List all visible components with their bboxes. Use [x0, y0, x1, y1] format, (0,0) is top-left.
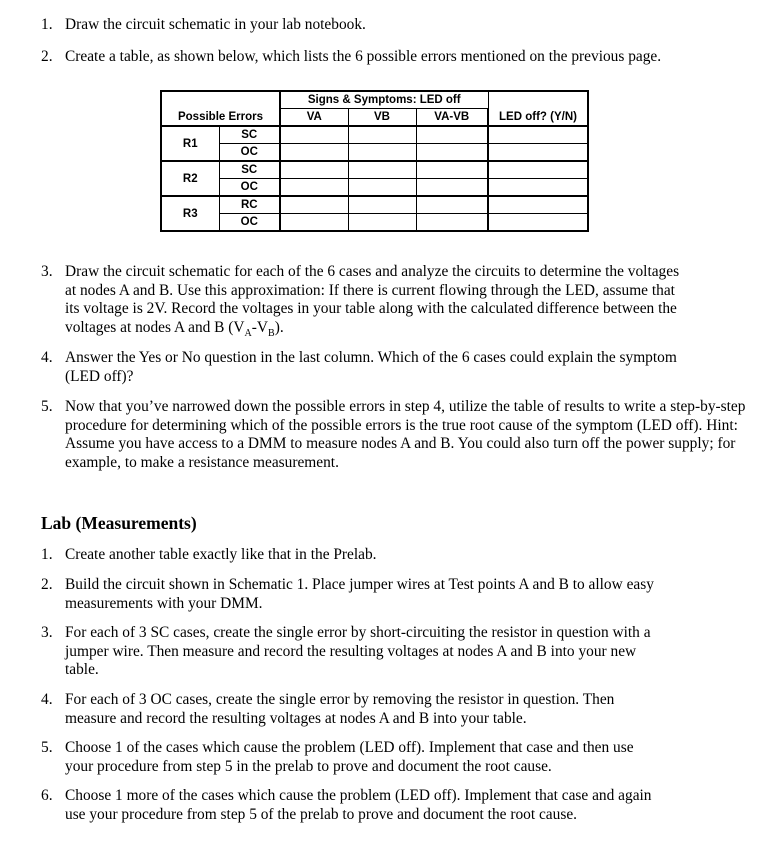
table-row: [161, 196, 588, 214]
vb-cell: [348, 126, 416, 144]
table-row: [161, 126, 588, 144]
lab-step-5: 5. Choose 1 of the cases which cause the problem (LED off). Implement that case and then use your procedure from step 5 in the prelab to prove and document the root cause.: [41, 739, 661, 776]
va-cell: [280, 214, 348, 232]
va-cell: [280, 144, 348, 162]
lab-step-4: 4. For each of 3 OC cases, create the single error by removing the resistor in question. Then measure and record the resulting voltages at nodes A and B into your table.: [41, 691, 661, 728]
possible-errors-table: [160, 90, 589, 232]
vb-cell: [348, 196, 416, 214]
led-cell: [488, 196, 588, 214]
led-cell: [488, 179, 588, 197]
led-cell: [488, 161, 588, 179]
table-row: [161, 144, 588, 162]
vb-cell: [348, 144, 416, 162]
prelab-step-5: 5. Now that you’ve narrowed down the possible errors in step 4, utilize the table of results to write a step-by-step procedure for determining which of the possible errors is the true root cause of the symptom (LED off). Hint: Assume you have access to a DMM to measure nodes A and B. You could also turn off the power supply; for example, to make a resistance measurement.: [41, 398, 749, 472]
lab-step-5-text: Choose 1 of the cases which cause the problem (LED off). Implement that case and then use your procedure from step 5 in the prelab to prove and document the root cause.: [65, 739, 634, 775]
prelab-step-3-text: Draw the circuit schematic for each of the 6 cases and analyze the circuits to determine the voltages at nodes A and B. Use this approximation: If there is current flowing through the LED, assume that its voltage is 2V. Record the voltages in your table along with the calculated difference between the voltages at nodes A and B $(V_A-V_B)$.: [65, 263, 680, 339]
error-type: OC: [219, 179, 280, 197]
led-cell: [488, 126, 588, 144]
table-row: [161, 179, 588, 197]
prelab-step-3: 3. Draw the circuit schematic for each of the 6 cases and analyze the circuits to determine the voltages at nodes A and B. Use this approximation: If there is current flowing through the LED, assume that its voltage is 2V. Record the voltages in your table along with the calculated difference between the voltages at nodes A and B $(V_A-V_B)$.: [41, 263, 691, 343]
prelab-step-4: 4. Answer the Yes or No question in the last column. Which of the 6 cases could explain the symptom (LED off)?: [41, 349, 681, 386]
prelab-step-2: 2. Create a table, as shown below, which lists the 6 possible errors mentioned on the previous page.: [41, 48, 749, 67]
lab-step-3-text: For each of 3 SC cases, create the single error by short-circuiting the resistor in question with a jumper wire. Then measure and record the resulting voltages at nodes A and B into your new table.: [65, 624, 651, 678]
prelab-step-5-text: Now that you’ve narrowed down the possible errors in step 4, utilize the table of results to write a step-by-step procedure for determining which of the possible errors is the true root cause of the symptom (LED off). Hint: Assume you have access to a DMM to measure nodes A and B. You could also turn off the power supply; for example, to make a resistance measurement.: [65, 398, 746, 471]
error-type: OC: [219, 214, 280, 232]
lab-step-2: 2. Build the circuit shown in Schematic 1. Place jumper wires at Test points A and B to allow easy measurements with your DMM.: [41, 576, 661, 613]
led-cell: [488, 214, 588, 232]
led-cell: [488, 144, 588, 162]
resistor-label: R3: [161, 196, 219, 231]
va-cell: [280, 161, 348, 179]
lab-measurements-heading: Lab (Measurements): [41, 513, 197, 533]
va-header: VA: [280, 109, 348, 127]
lab-step-2-text: Build the circuit shown in Schematic 1. Place jumper wires at Test points A and B to allow easy measurements with your DMM.: [65, 576, 654, 612]
vb-cell: [348, 214, 416, 232]
va-vb-cell: [416, 161, 488, 179]
prelab-step-4-text: Answer the Yes or No question in the last column. Which of the 6 cases could explain the symptom (LED off)?: [65, 349, 677, 385]
possible-errors-header: Possible Errors: [161, 109, 280, 127]
va-vb-cell: [416, 179, 488, 197]
va-vb-cell: [416, 214, 488, 232]
lab-step-6-text: Choose 1 more of the cases which cause the problem (LED off). Implement that case and again use your procedure from step 5 of the prelab to prove and document the root cause.: [65, 787, 652, 823]
error-type: SC: [219, 161, 280, 179]
va-cell: [280, 196, 348, 214]
error-type: OC: [219, 144, 280, 162]
resistor-label: R1: [161, 126, 219, 161]
led-off-header: LED off? (Y/N): [488, 109, 588, 127]
prelab-step-1-text: Draw the circuit schematic in your lab notebook.: [65, 16, 366, 33]
lab-step-3: 3. For each of 3 SC cases, create the single error by short-circuiting the resistor in question with a jumper wire. Then measure and record the resulting voltages at nodes A and B into your new table.: [41, 624, 661, 680]
va-vb-cell: [416, 144, 488, 162]
error-type: SC: [219, 126, 280, 144]
lab-step-1-text: Create another table exactly like that in the Prelab.: [65, 546, 377, 563]
signs-symptoms-header: Signs & Symptoms: LED off: [280, 91, 488, 109]
va-vb-header: VA-VB: [416, 109, 488, 127]
vb-cell: [348, 179, 416, 197]
prelab-step-1: 1. Draw the circuit schematic in your lab notebook.: [41, 16, 749, 35]
table-row: [161, 161, 588, 179]
lab-step-1: 1. Create another table exactly like that in the Prelab.: [41, 546, 749, 565]
table-row: [161, 214, 588, 232]
va-cell: [280, 179, 348, 197]
resistor-label: R2: [161, 161, 219, 196]
lab-step-4-text: For each of 3 OC cases, create the single error by removing the resistor in question. Then measure and record the resulting voltages at nodes A and B into your table.: [65, 691, 615, 727]
vb-header: VB: [348, 109, 416, 127]
prelab-step-2-text: Create a table, as shown below, which lists the 6 possible errors mentioned on the previous page.: [65, 48, 662, 65]
vb-cell: [348, 161, 416, 179]
va-vb-cell: [416, 196, 488, 214]
va-vb-cell: [416, 126, 488, 144]
va-cell: [280, 126, 348, 144]
lab-step-6: 6. Choose 1 more of the cases which cause the problem (LED off). Implement that case and again use your procedure from step 5 of the prelab to prove and document the root cause.: [41, 787, 661, 824]
error-type: RC: [219, 196, 280, 214]
